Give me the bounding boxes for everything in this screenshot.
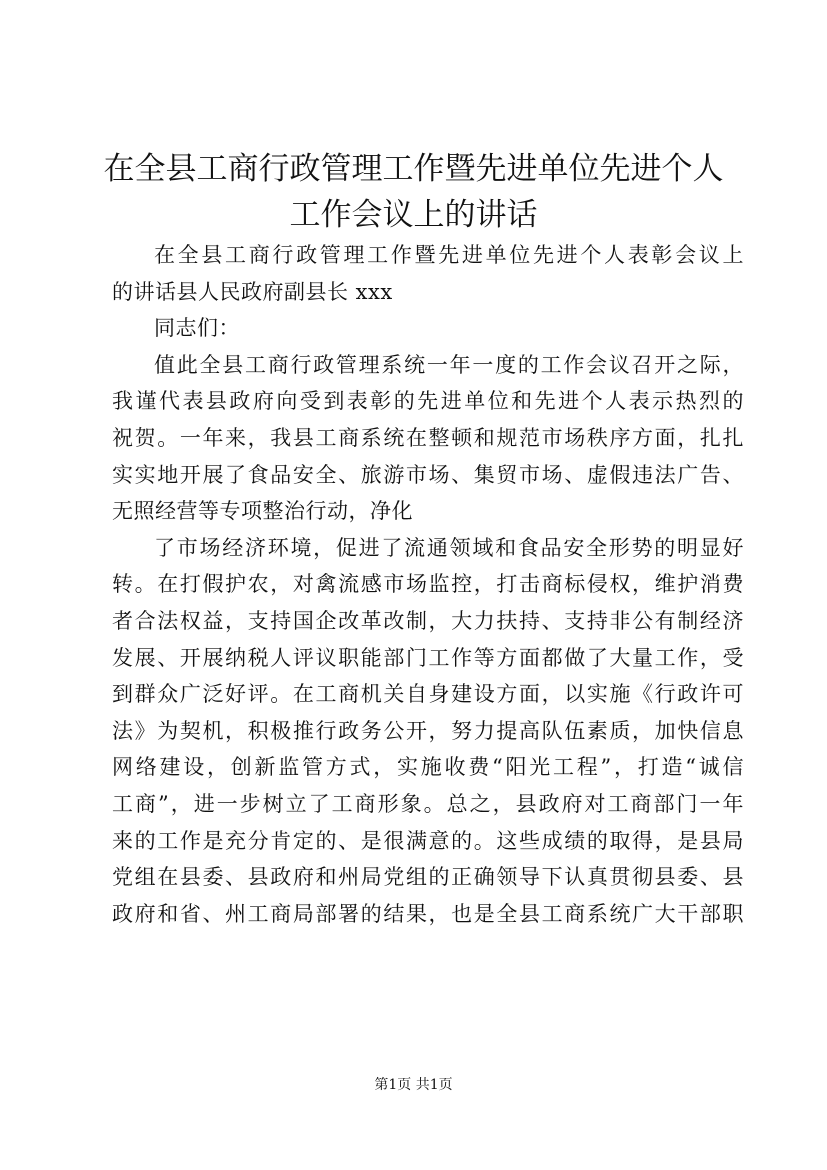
page-footer: 第1页 共1页 — [374, 1077, 453, 1093]
paragraph-line: 法》为契机，积极推行政务公开，努力提高队伍素质，加快信息 — [112, 718, 744, 743]
paragraph-line: 来的工作是充分肯定的、是很满意的。这些成绩的取得，是县局 — [112, 828, 744, 853]
paragraph-line: 工商”，进一步树立了工商形象。总之，县政府对工商部门一年 — [112, 791, 744, 816]
title-line-2: 工作会议上的讲话 — [289, 197, 538, 233]
paragraph-line: 网络建设，创新监管方式，实施收费“阳光工程”，打造“诚信 — [112, 755, 744, 780]
paragraph-line: 转。在打假护农，对禽流感市场监控，打击商标侵权，维护消费 — [112, 572, 744, 597]
paragraph-line: 者合法权益，支持国企改革改制，大力扶持、支持非公有制经济 — [112, 608, 744, 633]
paragraph-line: 政府和省、州工商局部署的结果，也是全县工商系统广大干部职 — [112, 901, 744, 926]
paragraph-line: 无照经营等专项整治行动，净化 — [112, 499, 413, 524]
paragraph-line: 到群众广泛好评。在工商机关自身建设方面，以实施《行政许可 — [112, 682, 744, 707]
paragraph-line: 在全县工商行政管理工作暨先进单位先进个人表彰会议上 — [154, 243, 744, 267]
paragraph-achievements — [112, 530, 744, 933]
paragraph-line: 同志们： — [154, 316, 240, 341]
document-title — [60, 146, 767, 238]
title-line-1: 在全县工商行政管理工作暨先进单位先进个人 — [103, 151, 724, 187]
paragraph-line: 的讲话县人民政府副县长 xxx — [112, 279, 393, 304]
paragraph-salutation — [112, 310, 744, 347]
paragraph-line: 值此全县工商行政管理系统一年一度的工作会议召开之际， — [154, 352, 744, 377]
paragraph-line: 祝贺。一年来，我县工商系统在整顿和规范市场秩序方面，扎扎 — [112, 425, 744, 450]
paragraph-heading-note — [112, 237, 744, 310]
paragraph-line: 了市场经济环境，促进了流通领域和食品安全形势的明显好 — [154, 535, 744, 560]
document-body — [112, 237, 744, 932]
paragraph-line: 发展、开展纳税人评议职能部门工作等方面都做了大量工作，受 — [112, 645, 744, 670]
paragraph-opening — [112, 347, 744, 530]
paragraph-line: 党组在县委、县政府和州局党组的正确领导下认真贯彻县委、县 — [112, 865, 744, 890]
paragraph-line: 实实地开展了食品安全、旅游市场、集贸市场、虚假违法广告、 — [112, 462, 744, 487]
paragraph-line: 我谨代表县政府向受到表彰的先进单位和先进个人表示热烈的 — [112, 389, 744, 414]
